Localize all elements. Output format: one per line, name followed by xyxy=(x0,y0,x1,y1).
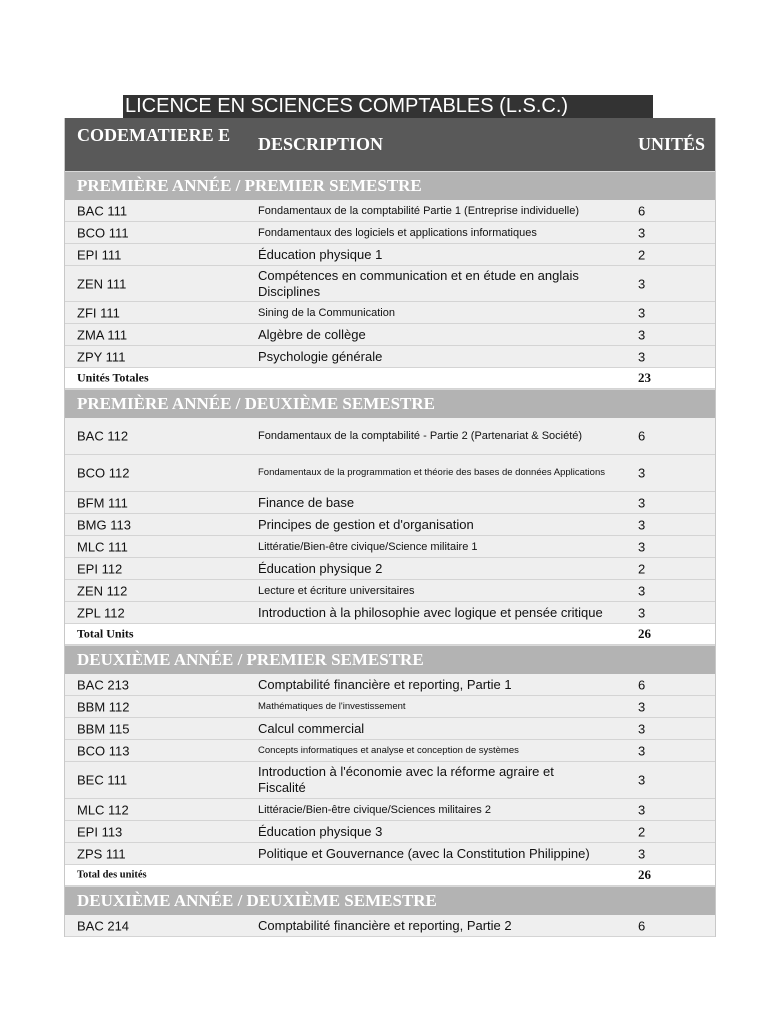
total-value: 26 xyxy=(638,626,651,641)
table-row xyxy=(65,915,715,937)
table-row xyxy=(65,324,715,346)
course-units: 3 xyxy=(638,225,646,240)
course-description: Psychologie générale xyxy=(258,348,383,364)
course-table xyxy=(64,118,716,937)
total-label: Total des unités xyxy=(77,869,147,881)
semester-title: DEUXIÈME ANNÉE / DEUXIÈME SEMESTRE xyxy=(65,886,715,915)
course-units: 3 xyxy=(638,539,646,554)
course-units: 3 xyxy=(638,276,646,291)
course-code: ZMA 111 xyxy=(77,327,128,342)
course-description: Principes de gestion et d'organisation xyxy=(258,516,474,532)
course-code: BFM 111 xyxy=(77,495,128,510)
total-row xyxy=(65,368,715,389)
course-code: MLC 112 xyxy=(77,802,129,817)
table-row xyxy=(65,302,715,324)
table-row xyxy=(65,718,715,740)
course-units: 6 xyxy=(638,428,646,444)
semester-title: DEUXIÈME ANNÉE / PREMIER SEMESTRE xyxy=(65,645,715,674)
course-units: 2 xyxy=(638,247,646,262)
course-description: Fondamentaux de la comptabilité - Partie 2 (Partenariat & Société) xyxy=(258,430,583,442)
course-description: Calcul commercial xyxy=(258,720,365,736)
course-description: Introduction à la philosophie avec logique et pensée critique xyxy=(258,604,603,620)
course-description: Éducation physique 2 xyxy=(258,560,383,576)
total-row xyxy=(65,624,715,645)
course-units: 3 xyxy=(638,605,646,620)
course-code: BAC 112 xyxy=(77,428,129,444)
course-units: 3 xyxy=(638,699,646,714)
table-row xyxy=(65,346,715,368)
course-description: Mathématiques de l'investissement xyxy=(258,700,406,712)
course-code: BAC 213 xyxy=(77,677,130,692)
course-units: 3 xyxy=(638,583,646,598)
table-row xyxy=(65,536,715,558)
course-units: 3 xyxy=(638,495,646,510)
course-description: Concepts informatiques et analyse et conception de systèmes xyxy=(258,744,519,756)
course-code: EPI 111 xyxy=(77,247,122,262)
total-label: Unités Totales xyxy=(77,370,149,385)
course-units: 2 xyxy=(638,561,646,576)
course-code: EPI 113 xyxy=(77,824,123,839)
semester-title: PREMIÈRE ANNÉE / PREMIER SEMESTRE xyxy=(65,171,715,200)
semester-title: PREMIÈRE ANNÉE / DEUXIÈME SEMESTRE xyxy=(65,389,715,418)
course-description: Fondamentaux de la comptabilité Partie 1 (Entreprise individuelle) xyxy=(258,204,580,217)
total-label: Total Units xyxy=(77,626,134,641)
table-row xyxy=(65,602,715,624)
course-units: 3 xyxy=(638,305,646,320)
header-description: DESCRIPTION xyxy=(258,134,384,154)
course-code: ZPY 111 xyxy=(77,349,126,364)
course-code: BCO 113 xyxy=(77,743,130,758)
document-title: LICENCE EN SCIENCES COMPTABLES (L.S.C.) xyxy=(123,95,653,118)
table-row xyxy=(65,558,715,580)
header-units: UNITÉS xyxy=(638,134,706,154)
course-description: Lecture et écriture universitaires xyxy=(258,584,415,597)
table-row xyxy=(65,580,715,602)
course-description: Éducation physique 1 xyxy=(258,246,383,262)
course-description: Politique et Gouvernance (avec la Constitution Philippine) xyxy=(258,845,590,861)
course-description: Comptabilité financière et reporting, Partie 2 xyxy=(258,917,512,933)
table-row xyxy=(65,514,715,536)
table-row xyxy=(65,674,715,696)
table-row xyxy=(65,740,715,762)
course-code: BBM 115 xyxy=(77,721,130,736)
course-code: EPI 112 xyxy=(77,561,123,576)
course-units: 3 xyxy=(638,721,646,736)
course-units: 6 xyxy=(638,677,646,692)
course-description: Introduction à l'économie avec la réforme agraire et Fiscalité xyxy=(258,764,554,795)
total-row xyxy=(65,865,715,886)
course-description: Littéracie/Bien-être civique/Sciences militaires 2 xyxy=(258,803,491,816)
course-code: BEC 111 xyxy=(77,772,128,788)
course-description: Fondamentaux de la programmation et théorie des bases de données Applications xyxy=(258,467,605,478)
course-description: Comptabilité financière et reporting, Partie 1 xyxy=(258,676,512,692)
course-description: Sining de la Communication xyxy=(258,306,395,319)
course-units: 2 xyxy=(638,824,646,839)
course-code: BBM 112 xyxy=(77,699,130,714)
course-units: 3 xyxy=(638,517,646,532)
course-units: 6 xyxy=(638,203,646,218)
course-units: 3 xyxy=(638,349,646,364)
table-row xyxy=(65,492,715,514)
table-header xyxy=(65,118,715,171)
table-row xyxy=(65,418,715,455)
course-code: BAC 214 xyxy=(77,918,130,933)
course-code: BCO 111 xyxy=(77,225,129,240)
course-code: ZPL 112 xyxy=(77,605,125,620)
table-row xyxy=(65,821,715,843)
table-row xyxy=(65,222,715,244)
table-row xyxy=(65,244,715,266)
table-row xyxy=(65,762,715,799)
course-description: Compétences en communication et en étude en anglais Disciplines xyxy=(258,267,579,299)
course-code: BMG 113 xyxy=(77,517,131,532)
course-units: 3 xyxy=(638,846,646,861)
total-value: 26 xyxy=(638,867,651,882)
course-code: ZEN 111 xyxy=(77,276,127,291)
course-units: 3 xyxy=(638,327,646,342)
course-description: Finance de base xyxy=(258,494,355,510)
course-code: MLC 111 xyxy=(77,539,128,554)
course-code: ZEN 112 xyxy=(77,583,128,598)
table-row xyxy=(65,799,715,821)
course-description: Algèbre de collège xyxy=(258,326,366,342)
course-code: BCO 112 xyxy=(77,465,130,481)
course-units: 3 xyxy=(638,465,646,481)
course-description: Éducation physique 3 xyxy=(258,823,383,839)
total-value: 23 xyxy=(638,370,651,385)
table-row xyxy=(65,455,715,492)
table-row xyxy=(65,696,715,718)
course-code: BAC 111 xyxy=(77,203,128,218)
table-row xyxy=(65,266,715,302)
course-description: Littératie/Bien-être civique/Science militaire 1 xyxy=(258,540,478,553)
course-code: ZFI 111 xyxy=(77,305,120,320)
course-code: ZPS 111 xyxy=(77,846,126,861)
header-code: CODEMATIERE E xyxy=(77,125,231,145)
table-row xyxy=(65,843,715,865)
course-units: 6 xyxy=(638,918,646,933)
course-units: 3 xyxy=(638,772,646,788)
course-units: 3 xyxy=(638,802,646,817)
table-row xyxy=(65,200,715,222)
course-description: Fondamentaux des logiciels et applications informatiques xyxy=(258,226,537,239)
course-units: 3 xyxy=(638,743,646,758)
